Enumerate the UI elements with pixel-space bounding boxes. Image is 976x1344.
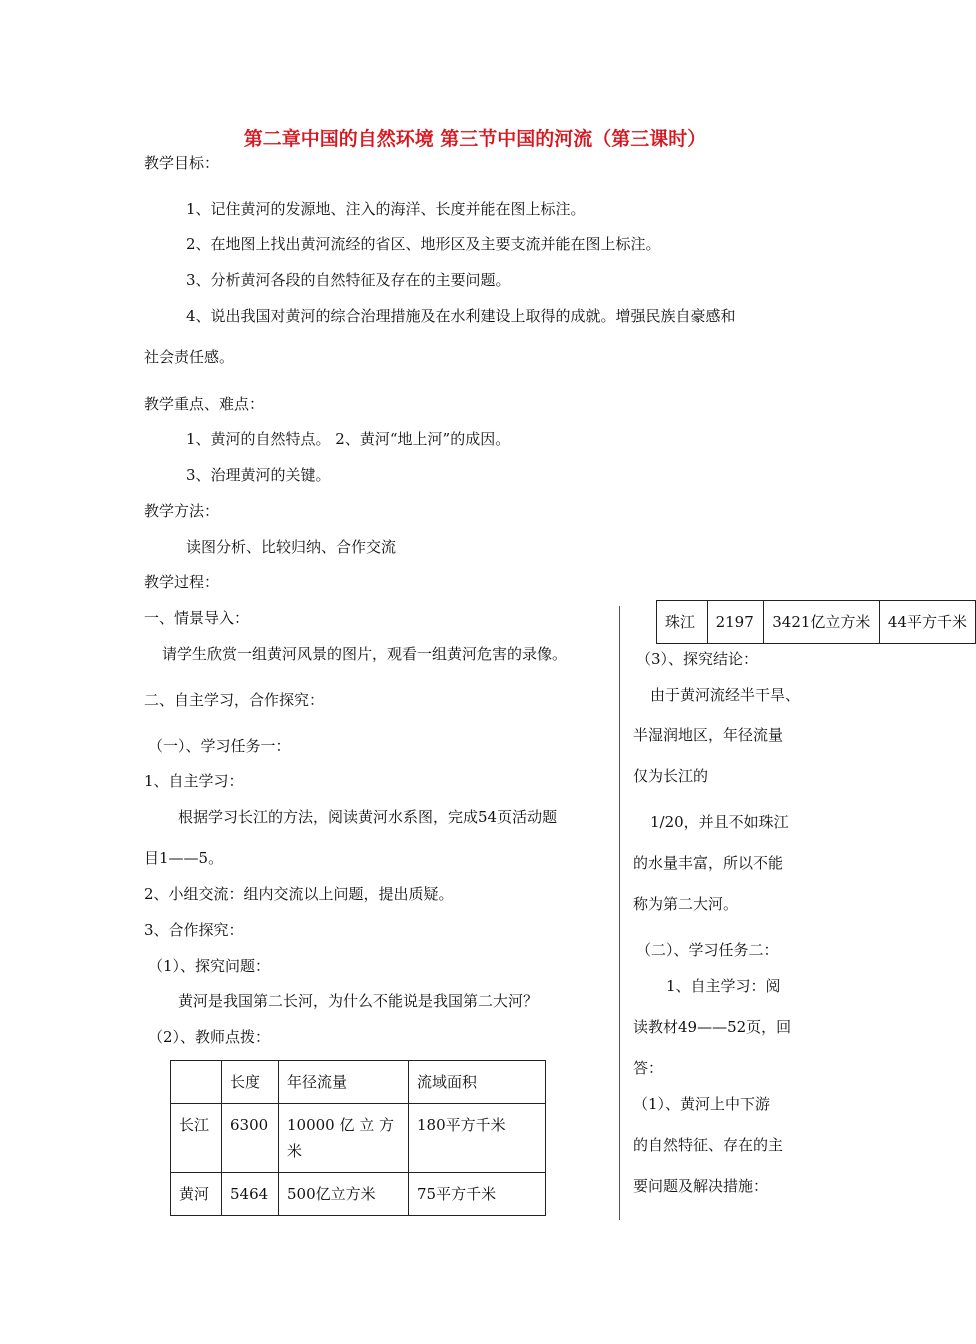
column-divider — [619, 606, 620, 1220]
key-point-line: 1、黄河的自然特点。 2、黄河“地上河”的成因。 — [186, 430, 511, 448]
table-cell: 500亿立方米 — [279, 1173, 409, 1216]
objective-item: 4、说出我国对黄河的综合治理措施及在水利建设上取得的成就。增强民族自豪感和 — [186, 307, 736, 325]
self-study-heading: 1、自主学习： — [144, 772, 244, 790]
key-point-line: 3、治理黄河的关键。 — [186, 466, 331, 484]
task2-line: 读教材49——52页，回 — [633, 1018, 792, 1036]
table-header-row — [171, 1061, 546, 1104]
key-points-heading: 教学重点、难点： — [144, 395, 265, 413]
section1-text: 请学生欣赏一组黄河风景的图片，观看一组黄河危害的录像。 — [162, 645, 568, 663]
table-cell: 2197 — [707, 601, 764, 644]
objectives-heading: 教学目标： — [144, 154, 220, 172]
task2-heading: （二）、学习任务二： — [636, 941, 779, 959]
conclusion-line: 由于黄河流经半干旱、 — [650, 686, 801, 704]
conclusion-line: 半湿润地区，年径流量 — [633, 726, 784, 744]
inquiry-question-text: 黄河是我国第二长河，为什么不能说是我国第二大河？ — [178, 992, 539, 1010]
task2-line: 1、自主学习：阅 — [666, 977, 781, 995]
river-comparison-table-continued — [656, 600, 976, 644]
table-row — [657, 601, 976, 644]
table-cell — [279, 1104, 409, 1173]
task2-line: 的自然特征、存在的主 — [633, 1136, 784, 1154]
conclusion-line: 仅为长江的 — [633, 767, 709, 785]
table-row — [171, 1173, 546, 1216]
objective-item: 2、在地图上找出黄河流经的省区、地形区及主要支流并能在图上标注。 — [186, 235, 661, 253]
table-cell: 年径流量 — [279, 1061, 409, 1104]
table-cell-line: 米 — [287, 1142, 303, 1160]
task2-line: 答： — [633, 1059, 664, 1077]
table-cell: 流域面积 — [409, 1061, 546, 1104]
inquiry-question-heading: （1）、探究问题： — [148, 957, 271, 975]
table-cell: 75平方千米 — [409, 1173, 546, 1216]
table-cell-line: 10000 亿 立 方 — [287, 1116, 395, 1134]
task2-line: （1）、黄河上中下游 — [633, 1095, 771, 1113]
objective-item: 1、记住黄河的发源地、注入的海洋、长度并能在图上标注。 — [186, 200, 586, 218]
table-cell: 6300 — [222, 1104, 279, 1173]
table-cell: 5464 — [222, 1173, 279, 1216]
table-cell: 180平方千米 — [409, 1104, 546, 1173]
table-cell: 黄河 — [171, 1173, 222, 1216]
conclusion-heading: （3）、探究结论： — [636, 650, 759, 668]
table-cell — [171, 1061, 222, 1104]
table-cell: 3421亿立方米 — [764, 601, 880, 644]
conclusion-line: 1/20，并且不如珠江 — [650, 813, 789, 831]
task1-heading: （一）、学习任务一： — [148, 737, 291, 755]
conclusion-line: 称为第二大河。 — [633, 895, 739, 913]
table-row — [171, 1104, 546, 1173]
table-cell: 长江 — [171, 1104, 222, 1173]
page-title: 第二章中国的自然环境 第三节中国的河流（第三课时） — [243, 128, 707, 150]
teacher-guidance-heading: （2）、教师点拨： — [148, 1028, 271, 1046]
table-cell: 长度 — [222, 1061, 279, 1104]
conclusion-line: 的水量丰富，所以不能 — [633, 854, 784, 872]
methods-heading: 教学方法： — [144, 502, 220, 520]
table-cell: 珠江 — [657, 601, 708, 644]
river-comparison-table — [170, 1060, 546, 1216]
section1-heading: 一、情景导入： — [144, 609, 250, 627]
table-cell: 44平方千米 — [879, 601, 975, 644]
group-discussion: 2、小组交流：组内交流以上问题，提出质疑。 — [144, 885, 454, 903]
methods-text: 读图分析、比较归纳、合作交流 — [186, 538, 397, 556]
self-study-text: 根据学习长江的方法，阅读黄河水系图，完成54页活动题 — [178, 808, 558, 826]
objective-item-continued: 社会责任感。 — [144, 348, 235, 366]
objective-item: 3、分析黄河各段的自然特征及存在的主要问题。 — [186, 271, 511, 289]
task2-line: 要问题及解决措施： — [633, 1177, 769, 1195]
self-study-text-continued: 目1——5。 — [144, 849, 224, 867]
cooperative-inquiry: 3、合作探究： — [144, 921, 244, 939]
section2-heading: 二、自主学习，合作探究： — [144, 691, 325, 709]
table-continuation — [656, 600, 967, 645]
process-heading: 教学过程： — [144, 573, 220, 591]
